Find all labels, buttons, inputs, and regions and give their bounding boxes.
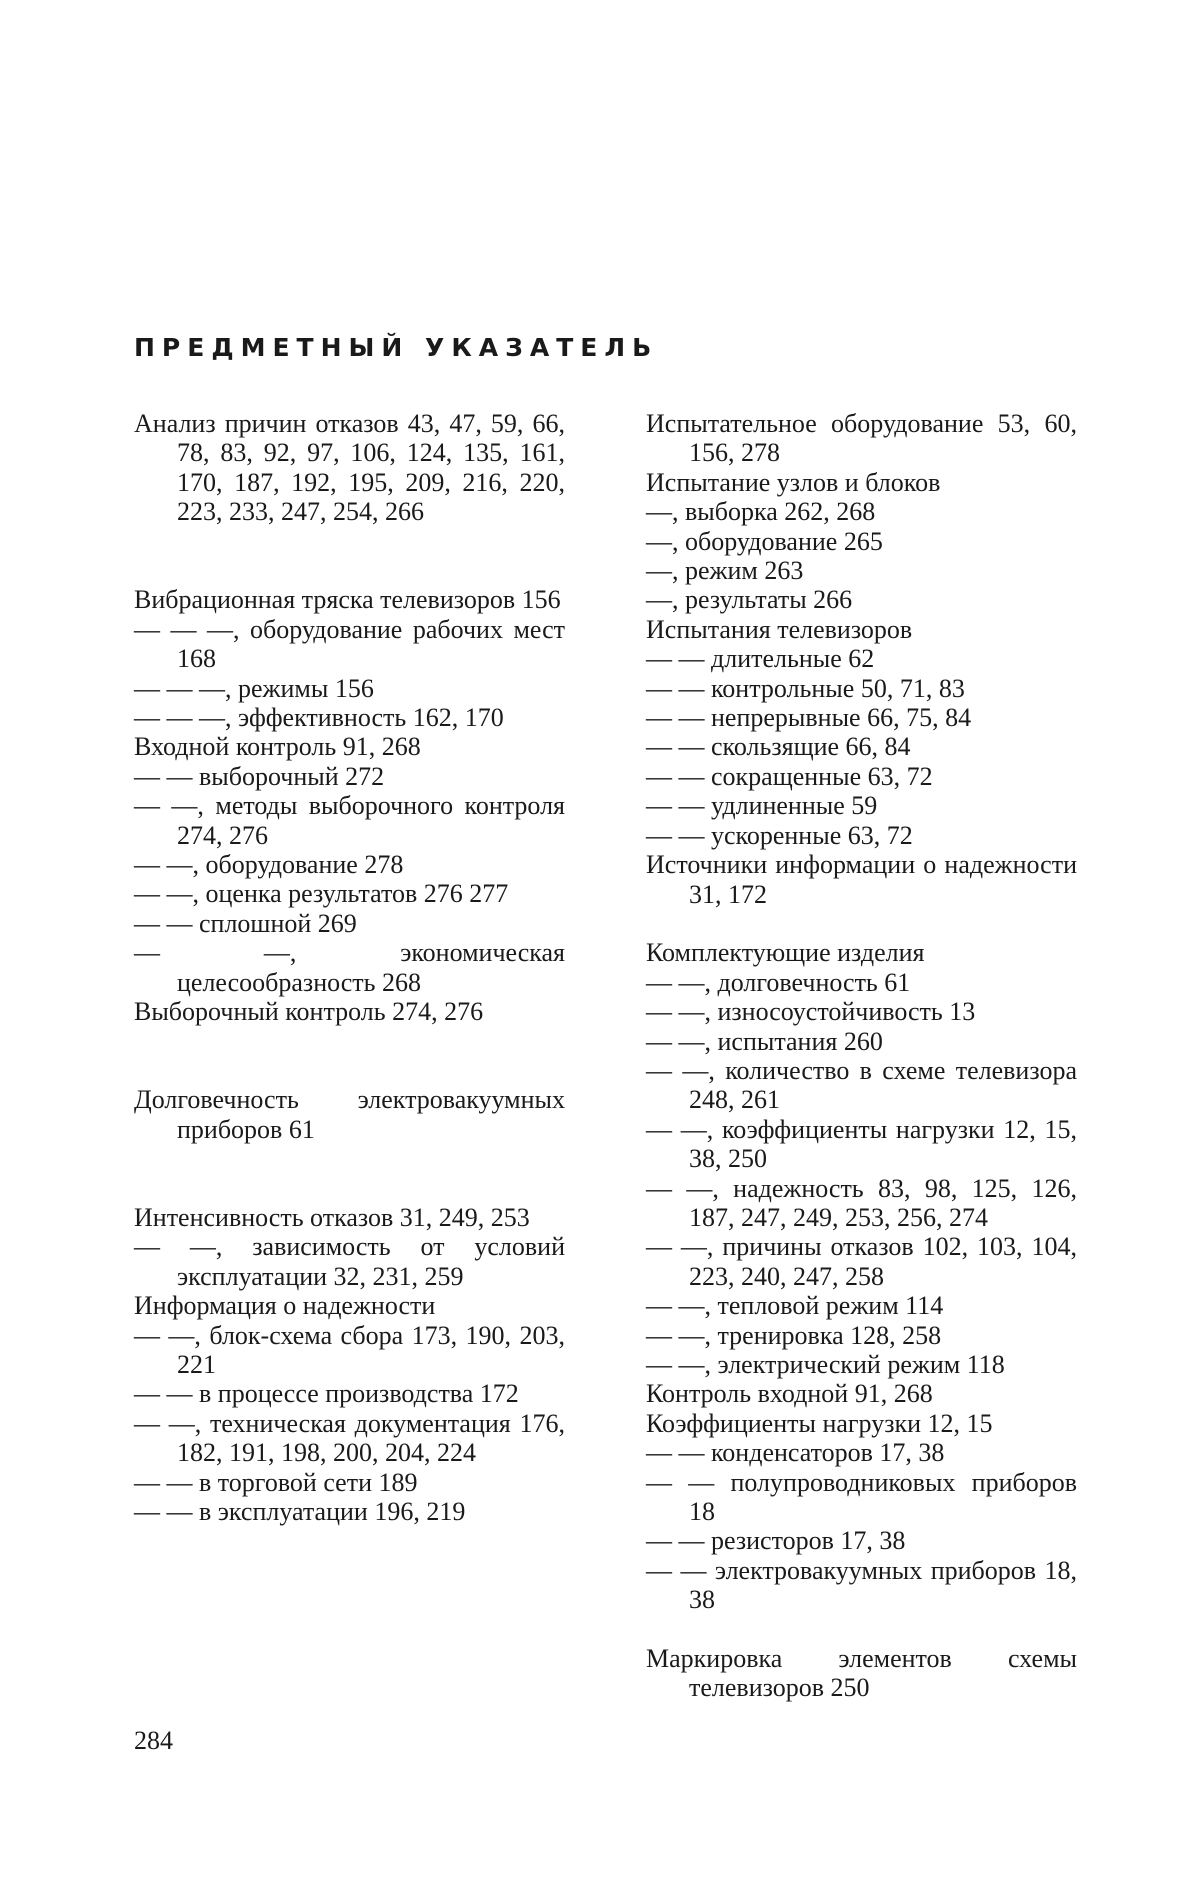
index-subentry: — —, зависимость от условий эксплуатации 32, 231, 259 bbox=[134, 1232, 565, 1291]
index-subentry: — — сплошной 269 bbox=[134, 908, 357, 938]
index-subentry: — —, электрический режим 118 bbox=[646, 1349, 1005, 1379]
index-subentry: — —, экономическая целесообразность 268 bbox=[134, 938, 565, 997]
index-subentry: — — —, режимы 156 bbox=[134, 673, 374, 703]
index-subentry: — — длительные 62 bbox=[646, 644, 875, 674]
index-subentry: —, выборка 262, 268 bbox=[646, 497, 876, 527]
index-entry: Испытательное оборудование 53, 60, 156, 278 bbox=[646, 409, 1077, 468]
index-subentry: — — удлиненные 59 bbox=[646, 791, 878, 821]
index-subentry: — — в процессе производства 172 bbox=[134, 1379, 519, 1409]
index-subentry: — —, износоустойчивость 13 bbox=[646, 997, 976, 1027]
index-entry: Контроль входной 91, 268 bbox=[646, 1379, 933, 1409]
index-subentry: — —, техническая документация 176, 182, 191, 198, 200, 204, 224 bbox=[134, 1408, 565, 1468]
index-subentry: — —, коэффициенты нагрузки 12, 15, 38, 250 bbox=[646, 1114, 1077, 1174]
index-entry: Комплектующие изделия bbox=[646, 938, 925, 968]
index-subentry: — — скользящие 66, 84 bbox=[646, 732, 911, 762]
index-subentry: — —, долговечность 61 bbox=[646, 967, 911, 997]
index-subentry: — — конденсаторов 17, 38 bbox=[646, 1438, 945, 1468]
index-subentry: — —, оценка результатов 276 277 bbox=[134, 879, 509, 909]
index-subentry: — — выборочный 272 bbox=[134, 761, 385, 791]
section-gap bbox=[134, 527, 565, 586]
index-subentry: — — ускоренные 63, 72 bbox=[646, 820, 913, 850]
index-subentry: — — в торговой сети 189 bbox=[134, 1467, 418, 1497]
index-subentry: —, результаты 266 bbox=[646, 585, 853, 615]
index-subentry: — — в эксплуатации 196, 219 bbox=[134, 1496, 466, 1526]
section-gap bbox=[646, 1615, 1077, 1644]
index-subentry: — — —, эффективность 162, 170 bbox=[134, 703, 504, 733]
index-subentry: — — полупроводниковых приборов 18 bbox=[646, 1467, 1077, 1527]
index-entry: Информация о надежности bbox=[134, 1291, 436, 1321]
index-subentry: — — —, оборудование рабочих мест 168 bbox=[134, 614, 565, 674]
index-subentry: —, оборудование 265 bbox=[646, 526, 883, 556]
index-entry: Испытания телевизоров bbox=[646, 614, 913, 644]
index-entry: Входной контроль 91, 268 bbox=[134, 732, 421, 762]
index-subentry: — —, методы выборочного контроля 274, 276 bbox=[134, 791, 565, 850]
index-column-left bbox=[134, 409, 565, 1526]
index-subentry: — —, тренировка 128, 258 bbox=[646, 1320, 942, 1350]
index-entry: Источники информации о надежности 31, 172 bbox=[646, 850, 1077, 909]
index-subentry: — — электровакуумных приборов 18, 38 bbox=[646, 1555, 1077, 1615]
index-subentry: — — сокращенные 63, 72 bbox=[646, 761, 933, 791]
index-entry: Вибрационная тряска телевизоров 156 bbox=[134, 585, 561, 615]
index-subentry: — — резисторов 17, 38 bbox=[646, 1526, 906, 1556]
index-subentry: —, режим 263 bbox=[646, 556, 804, 586]
index-entry: Анализ причин отказов 43, 47, 59, 66, 78, 83, 92, 97, 106, 124, 135, 161, 170, 187, 192, 195, 209, 216, 220, 223, 233, 247, 254, 266 bbox=[134, 409, 565, 527]
index-subentry: — —, испытания 260 bbox=[646, 1026, 883, 1056]
section-gap bbox=[134, 1027, 565, 1086]
index-entry: Маркировка элементов схемы телевизоров 250 bbox=[646, 1644, 1077, 1703]
index-subentry: — — контрольные 50, 71, 83 bbox=[646, 673, 965, 703]
index-entry: Испытание узлов и блоков bbox=[646, 467, 941, 497]
index-subentry: — — непрерывные 66, 75, 84 bbox=[646, 703, 972, 733]
index-entry: Интенсивность отказов 31, 249, 253 bbox=[134, 1202, 530, 1232]
section-gap bbox=[646, 909, 1077, 938]
page-title: ПРЕДМЕТНЫЙ УКАЗАТЕЛЬ bbox=[134, 333, 659, 362]
index-subentry: — —, блок-схема сбора 173, 190, 203, 221 bbox=[134, 1320, 565, 1379]
index-entry: Долговечность электровакуумных приборов 61 bbox=[134, 1085, 565, 1144]
page-number: 284 bbox=[134, 1726, 173, 1755]
index-subentry: — —, надежность 83, 98, 125, 126, 187, 247, 249, 253, 256, 274 bbox=[646, 1173, 1077, 1232]
index-entry: Коэффициенты нагрузки 12, 15 bbox=[646, 1408, 993, 1438]
index-subentry: — —, оборудование 278 bbox=[134, 850, 404, 880]
index-subentry: — —, причины отказов 102, 103, 104, 223, 240, 247, 258 bbox=[646, 1232, 1077, 1291]
index-subentry: — —, тепловой режим 114 bbox=[646, 1291, 944, 1321]
index-column-right bbox=[646, 409, 1077, 1703]
index-subentry: — —, количество в схеме телевизора 248, 261 bbox=[646, 1055, 1077, 1115]
index-entry: Выборочный контроль 274, 276 bbox=[134, 997, 484, 1027]
section-gap bbox=[134, 1144, 565, 1203]
